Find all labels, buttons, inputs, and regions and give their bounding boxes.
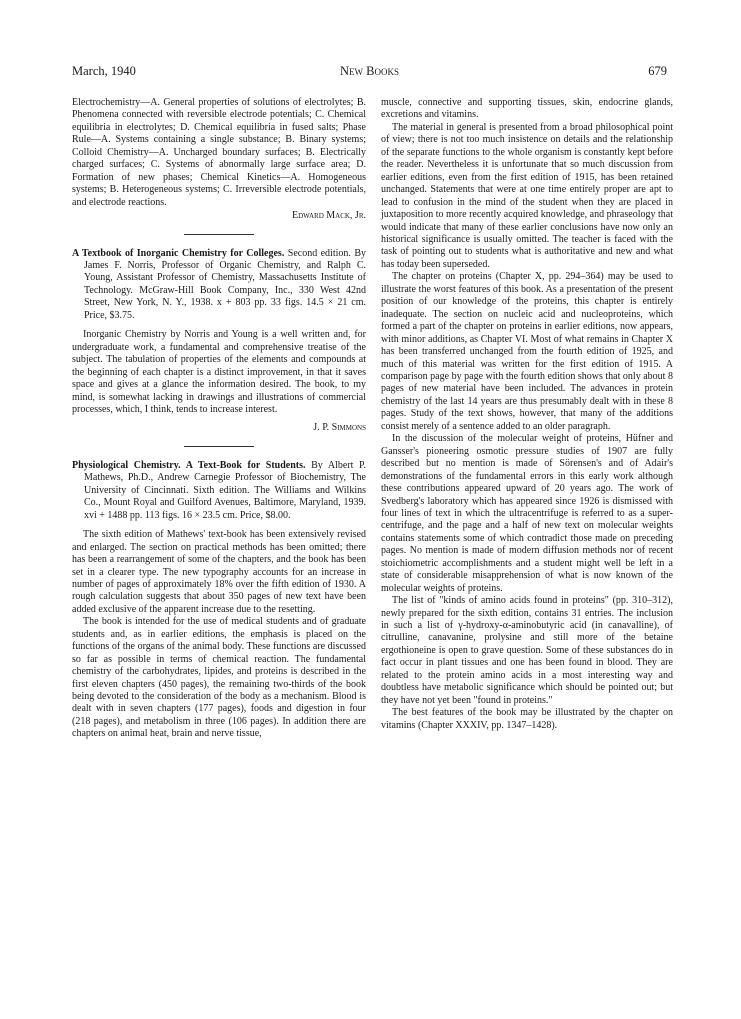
divider [184, 446, 254, 447]
reviewer-signature: Edward Mack, Jr. [291, 210, 366, 222]
reviewer-signature: J. P. Simmons [313, 422, 366, 434]
book-entry [72, 248, 366, 323]
divider [184, 234, 254, 235]
paragraph: The material in general is presented from a broad philosophical point of view; there is not too much insistence on details and the relationship of the separate functions to the whole organism is constantly kept before the reader. Nevertheless it is unfortunate that so much discussion from earlier editions, even from the first edition of 1915, has been retained unchanged. Statements that were at one time entirely proper are apt to lead to confusion in the mind of the student when they are placed in juxtaposition to more recently acquired knowledge, and phraseology that would indicate that many of these earlier conclusions have now only an historical significance is usually omitted. The teacher is faced with the task of pointing out to students what is authoritative and new and what has today been superseded. [381, 121, 673, 270]
paragraph: The chapter on proteins (Chapter X, pp. 294–364) may be used to illustrate the worst features of this book. As a presentation of the present position of our knowledge of the proteins, this chapter is entirely inadequate. The section on nucleic acid and nucleoproteins, which formed a part of the chapter on proteins in earlier editions, now appears, with minor additions, as Chapter VI. Most of what remains in Chapter X has been transferred unchanged from the fourth edition of 1925, and much of this material was written for the first edition of 1915. A comparison page by page with the fourth edition shows that only about 8 pages of new material have been included. The advances in protein chemistry of the last 14 years are thus presumably dealt with in these 8 pages. Study of the text shows, however, that many of the additions consist merely of a sentence added to an older paragraph. [381, 271, 673, 432]
header-date: March, 1940 [72, 64, 136, 78]
running-header [72, 64, 667, 80]
paragraph: The best features of the book may be illustrated by the chapter on vitamins (Chapter XXXIV, pp. 1347–1428). [381, 707, 673, 731]
left-column [72, 97, 366, 741]
book-entry [72, 460, 366, 522]
page-number: 679 [648, 64, 667, 78]
paragraph: The book is intended for the use of medical students and of graduate students and, as in earlier editions, the emphasis is placed on the functions of the organs of the animal body. These functions are discussed so far as possible in terms of chemical reaction. The fundamental chemistry of the carbohydrates, lipides, and proteins is described in the first eleven chapters (450 pages), the remaining two-thirds of the book being devoted to the consideration of the body as a mechanism. Blood is dealt with in seven chapters (177 pages), foods and digestion in four (218 pages), and metabolism in three (106 pages). In addition there are chapters on animal heat, brain and nerve tissue, [72, 616, 366, 740]
right-column [381, 97, 673, 732]
paragraph: Inorganic Chemistry by Norris and Young is a well written and, for undergraduate work, a fundamental and comprehensive treatise of the subject. The tabulation of properties of the elements and compounds at the beginning of each chapter is a distinct improvement, in that it saves space and gives at a glance the information desired. The book, to my mind, is somewhat lacking in drawings and illustrations of commercial processes, which, I think, tends to increase interest. [72, 329, 366, 415]
paragraph: Electrochemistry—A. General properties of solutions of electrolytes; B. Phenomena connected with reversible electrode potentials; C. Chemical equilibria in electrolytes; D. Chemical equilibria in fused salts; Phase Rule—A. Systems containing a single substance; B. Binary systems; Colloid Chemistry—A. Uncharged boundary surfaces; B. Electrically charged surfaces; C. Systems of abnormally large surface area; D. Formation of new phases; Chemical Kinetics—A. Homogeneous systems; B. Heterogeneous systems; C. Irreversible electrode potentials, and electrode reactions. [72, 97, 366, 208]
book-title: Physiological Chemistry. A Text-Book for Students. [72, 459, 306, 471]
paragraph: In the discussion of the molecular weight of proteins, Hüfner and Gansser's pioneering osmotic pressure studies of 1907 are fully described but no mention is made of Sörensen's and of Adair's demonstrations of the fundamental errors in this early work although these contributions appeared upward of 20 years ago. The work of Svedberg's laboratory which has appeared since 1926 is dismissed with four lines of text in which the ultracentrifuge is referred to as a super-centrifuge, and the page and a half of new text on molecular weights contains statements some of which contradict those made on preceding pages. No mention is made of modern diffusion methods nor of recent stoichiometric accomplishments and a student might well be left in a state of considerable misapprehension of what is now known of the molecular weights of proteins. [381, 433, 673, 594]
paragraph: The sixth edition of Mathews' text-book has been extensively revised and enlarged. The section on practical methods has been omitted; there has been a rearrangement of some of the chapters, and the book has been set in a clearer type. The new typography accounts for an increase in number of pages of approximately 18% over the fifth edition of 1930. A rough calculation suggests that about 350 pages of new text have been added exclusive of the apparent increase due to the resetting. [72, 529, 366, 615]
paragraph: muscle, connective and supporting tissues, skin, endocrine glands, excretions and vitamins. [381, 97, 673, 121]
book-details: By Albert P. Mathews, Ph.D., Andrew Carnegie Professor of Biochemistry, The University of Cincinnati. Sixth edition. The Williams and Wilkins Co., Mount Royal and Guilford Avenues, Baltimore, Maryland, 1939. xvi + 1488 pp. 113 figs. 16 × 23.5 cm. Price, $8.00. [84, 459, 366, 521]
paragraph: The list of "kinds of amino acids found in proteins" (pp. 310–312), newly prepared for the sixth edition, contains 31 entries. The inclusion in such a list of γ-hydroxy-α-aminobutyric acid (in canavalline), of citrulline, canavanine, prolysine and still more of the betaine ergothioneine is open to grave question. Some of these substances do in fact occur in plant tissues and one has been found in blood. They are related to the protein amino acids in a most interesting way and doubtless have metabolic significance which should be pointed out; but they have not yet been "found in proteins." [381, 595, 673, 706]
header-section: New Books [340, 64, 399, 78]
book-details: Second edition. By James F. Norris, Professor of Organic Chemistry, and Ralph C. Young, Assistant Professor of Chemistry, Massachusetts Institute of Technology. McGraw-Hill Book Company, Inc., 330 West 42nd Street, New York, N. Y., 1938. x + 803 pp. 33 figs. 14.5 × 21 cm. Price, $3.75. [84, 247, 366, 321]
book-title: A Textbook of Inorganic Chemistry for Colleges. [72, 247, 285, 259]
